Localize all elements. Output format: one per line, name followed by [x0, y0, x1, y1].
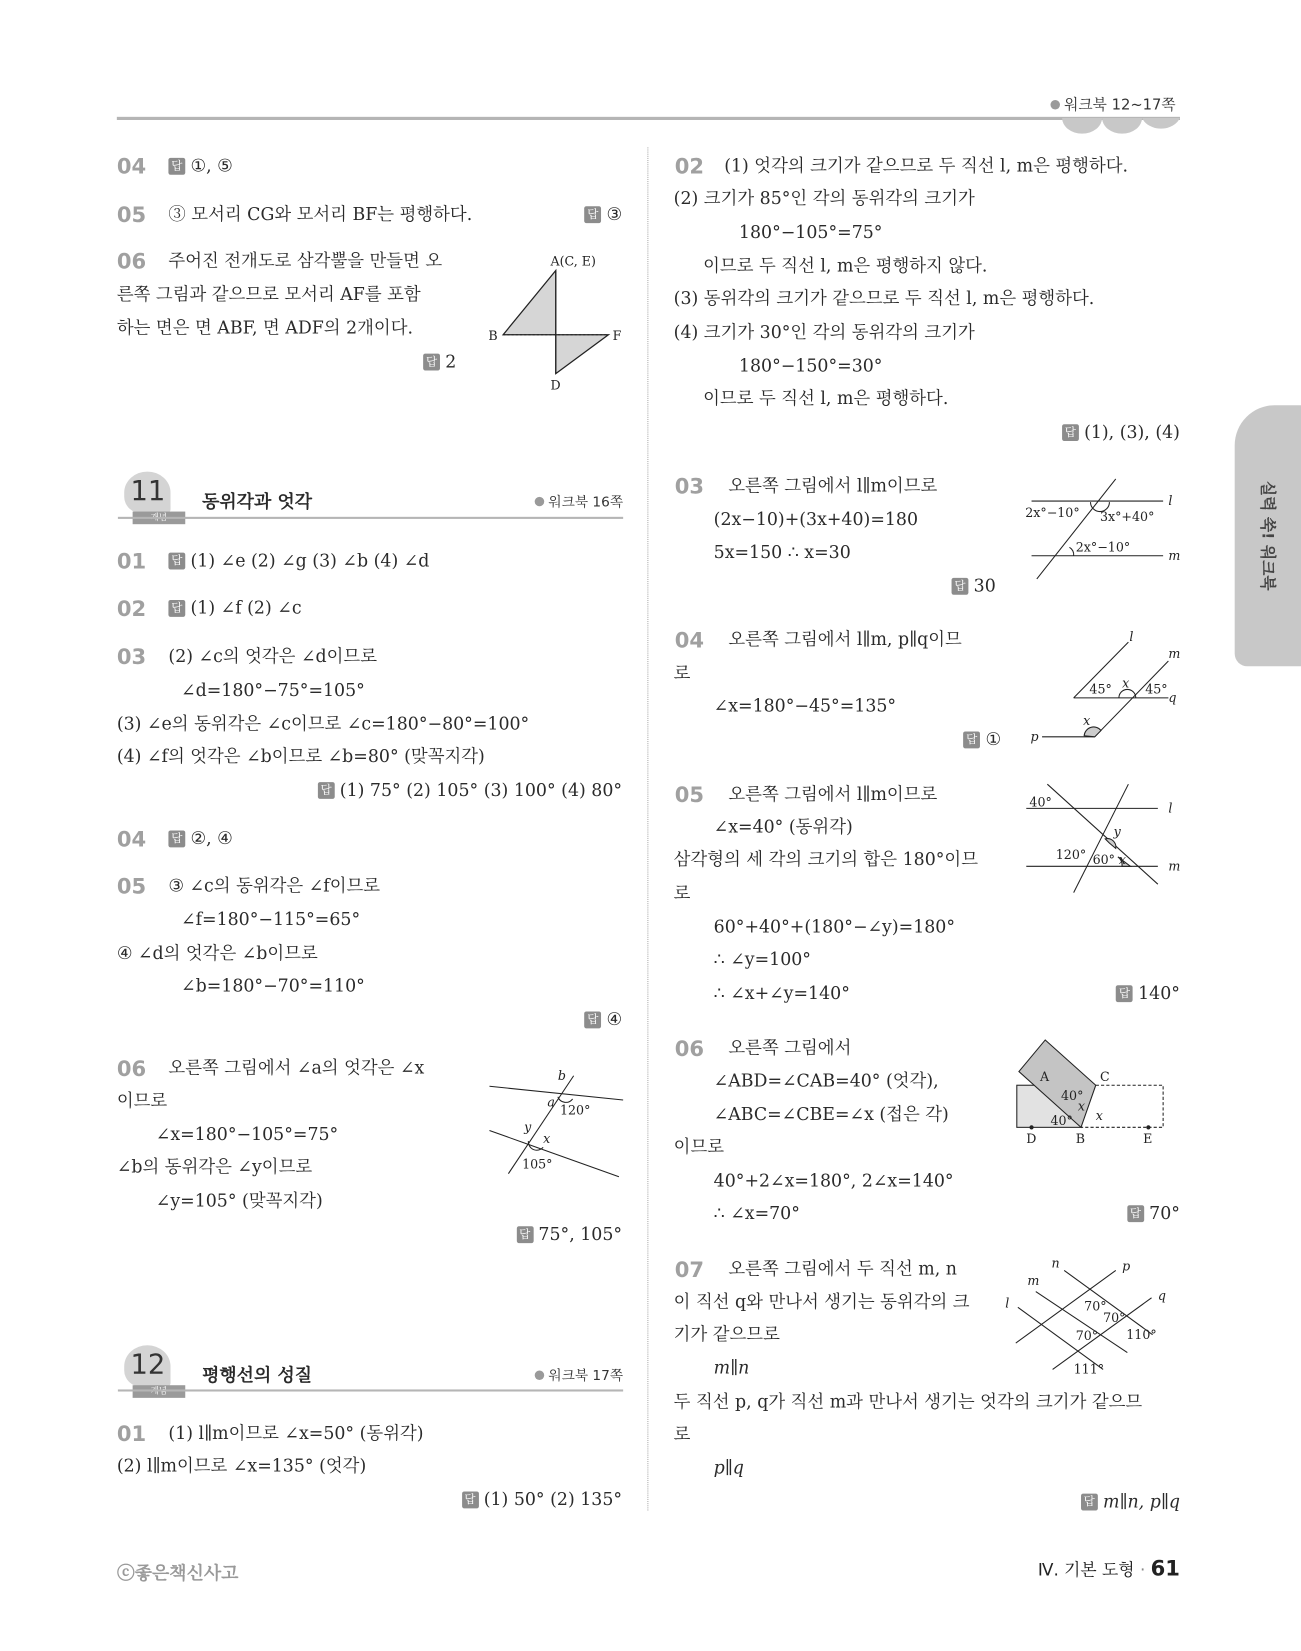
fig-label: x — [1122, 675, 1130, 691]
answer-text: ④ — [606, 1009, 623, 1030]
solution-line: 오른쪽 그림에서 l∥m이므로 — [728, 784, 938, 805]
column-divider — [647, 147, 648, 1510]
problem-number: 05 — [674, 782, 705, 808]
problem-number: 04 — [116, 826, 147, 852]
solution-line: ∠d=180°−75°=105° — [181, 679, 365, 700]
answer-text: ①, ⑤ — [190, 155, 233, 176]
fig-label: 110° — [1126, 1326, 1157, 1342]
answer-line — [168, 549, 429, 572]
answer-badge: 답 — [963, 732, 980, 749]
fig-label: 40° — [1029, 794, 1052, 810]
solution-line: 로 — [673, 883, 691, 904]
solution-line: (2x−10)+(3x+40)=180 — [713, 509, 919, 530]
answer-line — [462, 1488, 622, 1511]
solution-line: 이므로 — [116, 1090, 168, 1111]
page-footer: Ⅳ. 기본 도형 · 61 — [1037, 1555, 1180, 1582]
fig-label: B — [488, 327, 498, 343]
workbook-ref — [535, 491, 623, 511]
problem-number: 05 — [116, 873, 147, 899]
solution-line: 40°+2∠x=180°, 2∠x=140° — [713, 1170, 954, 1191]
answer-line — [952, 575, 996, 598]
answer-badge: 답 — [1062, 424, 1079, 441]
problem-number: 05 — [116, 202, 147, 228]
solution-line: 180°−105°=75° — [738, 222, 883, 243]
solution-line: 오른쪽 그림에서 — [728, 1037, 852, 1058]
solution-line: ∠ABC=∠CBE=∠x (접은 각) — [713, 1104, 949, 1125]
fig-label: a — [547, 1094, 555, 1110]
solution-line: (3) 동위각의 크기가 같으므로 두 직선 l, m은 평행하다. — [673, 288, 1095, 309]
solution-line: (2) 크기가 85°인 각의 동위각의 크기가 — [673, 188, 975, 209]
fig-label: 45° — [1145, 681, 1168, 697]
side-tab[interactable] — [1235, 405, 1301, 666]
answer-text: (1) 50° (2) 135° — [483, 1489, 623, 1510]
solution-line: ∠x=40° (동위각) — [713, 816, 853, 837]
fig-label: 45° — [1089, 681, 1112, 697]
fig-label: 60° — [1092, 852, 1115, 868]
solution-line: ∠b의 동위각은 ∠y이므로 — [116, 1156, 313, 1177]
fig-label: 70° — [1084, 1298, 1107, 1314]
fig-label: 105° — [522, 1156, 553, 1172]
fig-label: l — [1168, 493, 1173, 509]
fig-label: 120° — [559, 1102, 591, 1118]
answer-badge: 답 — [168, 158, 185, 175]
solution-line: 오른쪽 그림에서 ∠a의 엇각은 ∠x — [168, 1057, 425, 1078]
fig-label: A — [1039, 1069, 1050, 1085]
solution-line: 주어진 전개도로 삼각뿔을 만들면 오 — [168, 250, 443, 271]
fig-label: 111° — [1073, 1361, 1105, 1377]
fig-label: x — [1077, 1098, 1085, 1114]
fig-label: 120° — [1055, 846, 1087, 862]
fig-label: E — [1143, 1131, 1153, 1147]
answer-text: ②, ④ — [190, 828, 233, 849]
solution-line: 하는 면은 면 ABF, 면 ADF의 2개이다. — [116, 317, 414, 338]
problem-number: 03 — [116, 644, 147, 670]
fig-label: A(C, E) — [550, 253, 596, 269]
solution-line: p∥q — [713, 1457, 744, 1478]
fig-label: F — [612, 327, 622, 343]
answer-line — [1062, 421, 1180, 444]
bullet-icon — [535, 497, 544, 506]
problem-number: 06 — [674, 1035, 705, 1062]
answer-line — [584, 1008, 622, 1031]
fig-label: 2x°−10° — [1075, 539, 1131, 555]
header-rule — [117, 117, 1180, 120]
solution-line: (4) ∠f의 엇각은 ∠b이므로 ∠b=80° (맞꼭지각) — [116, 746, 485, 767]
solution-line: (3) ∠e의 동위각은 ∠c이므로 ∠c=180°−80°=100° — [116, 713, 530, 734]
answer-text: 75°, 105° — [538, 1224, 623, 1245]
section-title: 평행선의 성질 — [202, 1365, 313, 1387]
fig-label: b — [557, 1067, 566, 1083]
solution-line: 삼각형의 세 각의 크기의 합은 180°이므 — [673, 849, 978, 870]
answer-badge: 답 — [584, 1012, 601, 1029]
solution-line: ∠ABD=∠CAB=40° (엇각), — [713, 1070, 939, 1091]
solution-line: 이 직선 q와 만나서 생기는 동위각의 크 — [673, 1291, 970, 1312]
fig-label: m — [1168, 645, 1181, 661]
fig-label: m — [1027, 1273, 1040, 1289]
solution-line: 른쪽 그림과 같으므로 모서리 AF를 포함 — [116, 284, 421, 305]
answer-line — [423, 351, 456, 374]
solution-line: 두 직선 p, q가 직선 m과 만나서 생기는 엇각의 크기가 같으므 — [673, 1391, 1143, 1412]
solution-line: 180°−150°=30° — [738, 355, 883, 376]
problem-number: 06 — [116, 1055, 147, 1082]
solution-line: 이므로 — [673, 1136, 725, 1157]
problem-number: 04 — [116, 153, 147, 179]
answer-text: (1), (3), (4) — [1084, 422, 1180, 443]
answer-line — [168, 155, 232, 178]
workbook-ref-text: 워크북 12~17쪽 — [1064, 96, 1176, 114]
answer-text: 70° — [1149, 1203, 1180, 1224]
answer-text: 2 — [445, 351, 457, 372]
fig-label: y — [1113, 823, 1121, 839]
chapter-title: Ⅳ. 기본 도형 — [1037, 1559, 1135, 1580]
side-tab-label: 실력 쑥! 워크북 — [1258, 480, 1278, 591]
bullet-icon — [1050, 100, 1059, 109]
answer-line — [963, 728, 1001, 751]
answer-badge: 답 — [168, 831, 185, 848]
answer-badge: 답 — [1127, 1205, 1144, 1222]
solution-line: (2) ∠c의 엇각은 ∠d이므로 — [168, 646, 377, 667]
answer-text: 30 — [973, 575, 996, 596]
solution-line: ∠b=180°−70°=110° — [181, 975, 365, 996]
fig-label: m — [1168, 858, 1181, 874]
solution-line: 이므로 두 직선 l, m은 평행하지 않다. — [703, 255, 988, 276]
answer-line — [516, 1223, 622, 1246]
solution-line: ∠y=105° (맞꼭지각) — [155, 1190, 323, 1211]
problem-number: 07 — [674, 1256, 705, 1283]
solution-line: 5x=150 ∴ x=30 — [713, 542, 851, 563]
page-number: 61 — [1150, 1555, 1180, 1582]
fig-label: D — [550, 377, 561, 393]
publisher-logo: ⓒ좋은책신사고 — [116, 1563, 239, 1585]
fig-label: m — [1168, 547, 1181, 563]
section-number: 11 — [130, 475, 166, 508]
solution-line: ③ ∠c의 동위각은 ∠f이므로 — [168, 875, 381, 896]
answer-text: (1) 75° (2) 105° (3) 100° (4) 80° — [339, 779, 623, 800]
fig-label: 40° — [1050, 1113, 1073, 1129]
solution-line: (4) 크기가 30°인 각의 동위각의 크기가 — [673, 322, 975, 343]
problem-number: 02 — [674, 153, 705, 179]
solution-line: ④ ∠d의 엇각은 ∠b이므로 — [116, 943, 318, 964]
answer-text: m∥n, p∥q — [1102, 1491, 1180, 1512]
solution-line: ∠f=180°−115°=65° — [181, 909, 361, 930]
answer-line — [584, 203, 622, 226]
fig-label: 2x°−10° — [1025, 504, 1080, 520]
problem-number: 01 — [116, 1421, 147, 1447]
workbook-ref-text: 워크북 17쪽 — [548, 1368, 624, 1385]
answer-badge: 답 — [952, 578, 969, 595]
problem-number: 04 — [674, 627, 705, 653]
answer-badge: 답 — [1081, 1494, 1098, 1511]
solution-line: ∴ ∠y=100° — [713, 949, 811, 970]
intersecting-lines-figure — [1000, 1253, 1179, 1379]
solution-line: ∠x=180°−105°=75° — [155, 1124, 339, 1145]
answer-badge: 답 — [462, 1492, 479, 1509]
fig-label: B — [1075, 1131, 1086, 1147]
section-badge — [118, 1345, 173, 1387]
fig-label: q — [1168, 690, 1177, 706]
fig-label: x — [543, 1131, 551, 1147]
answer-line — [168, 827, 232, 850]
answer-text: (1) ∠f (2) ∠c — [190, 597, 302, 618]
solution-line: m∥n — [713, 1357, 750, 1378]
solution-line: ③ 모서리 CG와 모서리 BF는 평행하다. — [168, 204, 473, 225]
answer-text: ③ — [606, 204, 623, 225]
solution-line: 오른쪽 그림에서 l∥m이므로 — [728, 475, 938, 496]
parallel-lines-figure-04 — [1026, 626, 1184, 747]
bullet-icon — [535, 1370, 544, 1379]
fig-label: x — [1118, 852, 1127, 868]
fig-label: 3x°+40° — [1099, 509, 1155, 525]
solution-line: 로 — [673, 663, 691, 684]
angles-figure — [484, 1063, 631, 1184]
answer-badge: 답 — [1116, 985, 1133, 1002]
problem-number: 03 — [674, 473, 705, 499]
fig-label: 70° — [1103, 1310, 1126, 1326]
solution-line: 오른쪽 그림에서 l∥m, p∥q이므 — [728, 629, 962, 650]
problem-number: 02 — [116, 595, 147, 622]
fig-label: n — [1051, 1255, 1060, 1271]
fig-label: p — [1030, 729, 1039, 745]
pyramid-net-figure — [479, 242, 637, 400]
answer-badge: 답 — [516, 1226, 533, 1243]
solution-line: ∠x=180°−45°=135° — [713, 695, 897, 716]
solution-line: ∴ ∠x=70° — [713, 1203, 800, 1224]
answer-line — [1081, 1490, 1180, 1513]
fig-label: D — [1026, 1131, 1037, 1147]
answer-text: (1) ∠e (2) ∠g (3) ∠b (4) ∠d — [190, 550, 430, 571]
section-title: 동위각과 엇각 — [202, 491, 313, 513]
solution-line: ∴ ∠x+∠y=140° — [713, 983, 850, 1004]
answer-line — [1116, 982, 1180, 1005]
fig-label: p — [1122, 1258, 1131, 1274]
fig-label: x — [1083, 713, 1091, 729]
fig-label: 40° — [1061, 1087, 1084, 1103]
solution-line: 로 — [673, 1424, 691, 1445]
answer-text: ① — [985, 729, 1002, 750]
section-badge — [118, 472, 173, 514]
fig-label: 70° — [1075, 1327, 1099, 1343]
fig-label: l — [1168, 800, 1173, 816]
solution-line: (1) 엇각의 크기가 같으므로 두 직선 l, m은 평행하다. — [724, 155, 1129, 176]
answer-line — [318, 779, 622, 802]
workbook-ref — [535, 1364, 623, 1384]
fig-label: q — [1157, 1287, 1166, 1303]
answer-line — [168, 597, 301, 620]
solution-line: 오른쪽 그림에서 두 직선 m, n — [728, 1258, 957, 1279]
solution-line: 기가 같으므로 — [673, 1324, 780, 1345]
workbook-ref-text: 워크북 16쪽 — [548, 494, 624, 511]
solution-line: (1) l∥m이므로 ∠x=50° (동위각) — [168, 1423, 424, 1444]
parallel-lines-figure-05 — [1021, 779, 1189, 900]
solution-line: (2) l∥m이므로 ∠x=135° (엇각) — [116, 1455, 367, 1476]
section-rule — [118, 517, 623, 519]
problem-number: 06 — [116, 248, 147, 274]
fig-label: l — [1005, 1295, 1010, 1311]
answer-badge: 답 — [318, 782, 335, 799]
answer-badge: 답 — [168, 600, 185, 617]
section-rule — [118, 1389, 623, 1391]
header-scallop-decoration — [1058, 118, 1184, 139]
fig-label: l — [1129, 629, 1134, 645]
solution-line: 이므로 두 직선 l, m은 평행하다. — [703, 388, 949, 409]
folded-paper-figure — [1010, 1032, 1178, 1148]
answer-badge: 답 — [168, 553, 185, 570]
fig-label: x — [1095, 1107, 1103, 1123]
answer-badge: 답 — [584, 206, 601, 223]
solution-line: 60°+40°+(180°−∠y)=180° — [713, 916, 956, 937]
answer-badge: 답 — [423, 354, 440, 371]
fig-label: C — [1099, 1069, 1110, 1085]
parallel-lines-figure-03 — [1021, 474, 1189, 585]
problem-number: 01 — [116, 548, 147, 574]
workbook-ref — [1050, 94, 1175, 115]
section-number: 12 — [130, 1349, 166, 1382]
answer-text: 140° — [1138, 983, 1180, 1004]
answer-line — [1127, 1202, 1180, 1225]
fig-label: y — [524, 1119, 532, 1135]
